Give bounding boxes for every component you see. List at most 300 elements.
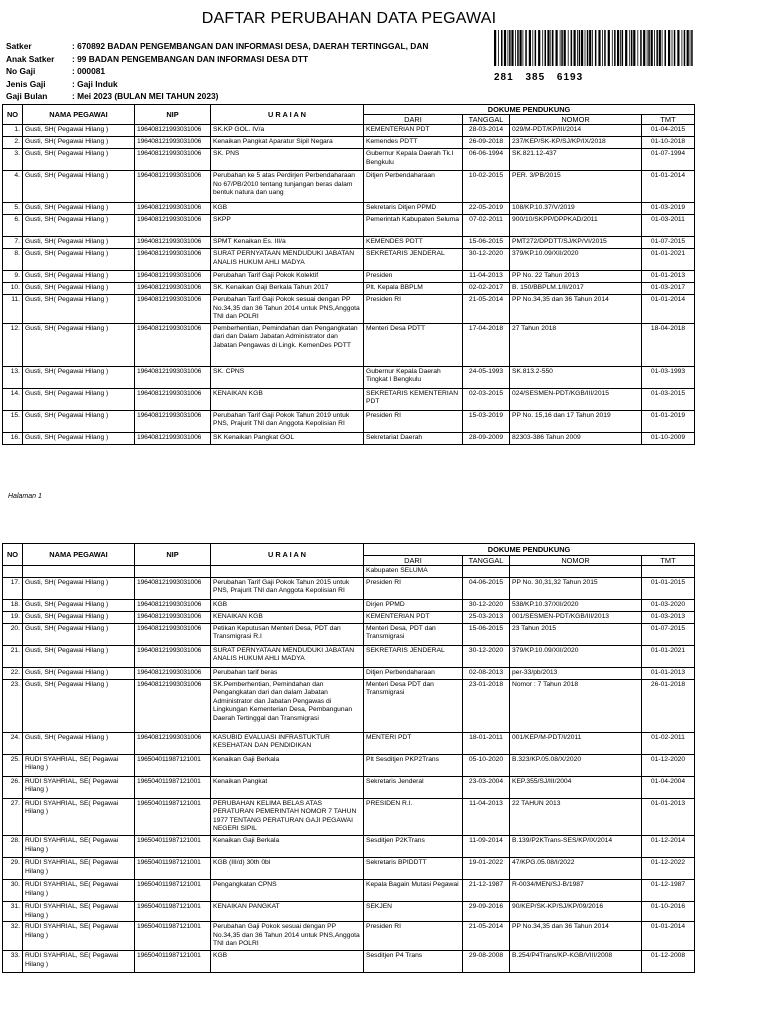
cell-nip: 196504011987121001 xyxy=(135,922,211,951)
barcode-bar xyxy=(556,30,558,66)
col-uraian: U R A I A N xyxy=(211,544,364,566)
cell-tmt: 01-12-2014 xyxy=(642,835,695,857)
table-row xyxy=(3,623,695,645)
col-nip: NIP xyxy=(135,544,211,566)
cell-uraian: KGB xyxy=(211,950,364,972)
cell-uraian: KENAIKAN KGB xyxy=(211,388,364,410)
cell-nomor: PP No. 30,31,32 Tahun 2015 xyxy=(510,577,642,599)
cell-uraian: SKPP xyxy=(211,215,364,237)
cell-nama: Gusti, SH( Pegawai Hilang ) xyxy=(23,577,135,599)
barcode-bar xyxy=(494,30,496,66)
cell-nomor: 900/10/SKPP/DPPKAD/2011 xyxy=(510,215,642,237)
cell-dari: Sekretariat Daerah xyxy=(364,432,463,444)
field-value: : Gaji Induk xyxy=(72,78,118,89)
col-nomor: NOMOR xyxy=(510,556,642,566)
barcode-bar xyxy=(647,30,648,66)
cell-nama: RUDI SYAHRIAL, SE( Pegawai Hilang ) xyxy=(23,835,135,857)
field-jenis-gaji xyxy=(6,78,428,91)
table-row xyxy=(3,125,695,137)
cell-dari: Sesditjen P4 Trans xyxy=(364,950,463,972)
barcode-bar xyxy=(633,30,635,66)
barcode-bar xyxy=(608,30,610,66)
barcode-bar xyxy=(674,30,676,66)
cell-no: 31. xyxy=(3,901,23,921)
cell-dari: Sekretaris Jenderal xyxy=(364,776,463,798)
cell-nomor: PP No. 15,16 dan 17 Tahun 2019 xyxy=(510,410,642,432)
cell-no: 1. xyxy=(3,125,23,137)
cell-tanggal: 11-04-2013 xyxy=(463,271,510,283)
cell-dari: Presiden RI xyxy=(364,922,463,951)
barcode-bar xyxy=(535,30,537,66)
cell-tanggal: 28-09-2009 xyxy=(463,432,510,444)
cell-tanggal: 11-04-2013 xyxy=(463,798,510,835)
cell-dari: SEKRETARIS JENDERAL xyxy=(364,645,463,667)
cell-dari: Sekretaris BPIDDTT xyxy=(364,857,463,879)
cell-no: 21. xyxy=(3,645,23,667)
cell-nomor: SK.813.2-550 xyxy=(510,366,642,388)
barcode-bar xyxy=(682,30,683,66)
cell-tmt: 01-01-2014 xyxy=(642,171,695,203)
table-row xyxy=(3,611,695,623)
cell-uraian: Perubahan ke 5 atas Perdirjen Perbendaharaan No 67/PB/2010 tentang tunjangan beras dalam bentuk natura dan uang xyxy=(211,171,364,203)
cell-nomor: 47/KPG.05.08/I/2022 xyxy=(510,857,642,879)
cell-tmt: 01-01-2015 xyxy=(642,577,695,599)
cell-nama: Gusti, SH( Pegawai Hilang ) xyxy=(23,667,135,679)
cell-tanggal: 30-12-2020 xyxy=(463,249,510,271)
cell-nomor: 538/KP.10.37/XII/2020 xyxy=(510,599,642,611)
cell-nip: 196408121993031006 xyxy=(135,611,211,623)
table-row xyxy=(3,879,695,901)
cell-tanggal: 04-06-2015 xyxy=(463,577,510,599)
cell-nip: 196408121993031006 xyxy=(135,125,211,137)
cell-nip: 196408121993031006 xyxy=(135,271,211,283)
cell-uraian: SK. PNS xyxy=(211,149,364,171)
cell-tanggal: 05-10-2020 xyxy=(463,754,510,776)
cell-dari: Presiden RI xyxy=(364,295,463,324)
cell-nip: 196504011987121001 xyxy=(135,754,211,776)
cell-tmt: 01-10-2016 xyxy=(642,901,695,921)
table-row xyxy=(3,410,695,432)
cell-nama: Gusti, SH( Pegawai Hilang ) xyxy=(23,203,135,215)
cell-uraian: SPMT Kenaikan Es. III/a xyxy=(211,237,364,249)
table-row xyxy=(3,645,695,667)
cell-tanggal: 21-05-2014 xyxy=(463,922,510,951)
cell-dari: Pemerintah Kabupaten Seluma xyxy=(364,215,463,237)
cell-uraian: KGB xyxy=(211,599,364,611)
field-value: : Mei 2023 (BULAN MEI TAHUN 2023) xyxy=(72,91,219,101)
cell-tanggal: 23-03-2004 xyxy=(463,776,510,798)
cell-dari: Presiden xyxy=(364,271,463,283)
barcode-bar xyxy=(508,30,509,66)
cell-no: 23. xyxy=(3,679,23,732)
cell-tanggal: 30-12-2020 xyxy=(463,599,510,611)
table-row xyxy=(3,922,695,951)
table-row xyxy=(3,271,695,283)
cell-no: 6. xyxy=(3,215,23,237)
cell-nip: 196408121993031006 xyxy=(135,249,211,271)
cell-dari: Kemendes PDTT xyxy=(364,137,463,149)
cell-nip: 196408121993031006 xyxy=(135,432,211,444)
cell-tanggal: 02-02-2017 xyxy=(463,283,510,295)
cell-uraian: SURAT PERNYATAAN MENDUDUKI JABATAN ANALIS HUKUM AHLI MADYA xyxy=(211,645,364,667)
table-row xyxy=(3,215,695,237)
barcode-bar xyxy=(598,30,600,66)
table-row xyxy=(3,137,695,149)
field-value: : 000081 xyxy=(72,66,106,76)
cell-uraian: SK.Pemberhentian, Pemindahan dan Pengangkatan dari dan dalam Jabatan Administrator dan Jabatan Pengawas di Lingkungan Kementerian Desa, Pembangunan Daerah Tertinggal dan Transmigrasi xyxy=(211,679,364,732)
cell-tanggal: 21-05-2014 xyxy=(463,295,510,324)
cell-no: 15. xyxy=(3,410,23,432)
cell-dari: SEKJEN xyxy=(364,901,463,921)
barcode-bar xyxy=(545,30,547,66)
table-row xyxy=(3,857,695,879)
cell-tmt: 01-12-2008 xyxy=(642,950,695,972)
cell-nomor: 108/KP.10.37/V/2019 xyxy=(510,203,642,215)
cell-tanggal: 19-01-2022 xyxy=(463,857,510,879)
cell-nip: 196504011987121001 xyxy=(135,950,211,972)
cell-nip: 196408121993031006 xyxy=(135,645,211,667)
cell-uraian: Kenaikan Gaji Berkala xyxy=(211,754,364,776)
cell-uraian: Perubahan Gaji Pokok sesuai dengan PP No.34,35 dan 36 Tahun 2014 untuk PNS,Anggota TNI dan POLRI xyxy=(211,922,364,951)
cell-dari: Gubernur Kepala Daerah Tk.I Bengkulu xyxy=(364,149,463,171)
cell-tmt: 26-01-2018 xyxy=(642,679,695,732)
cell-nip: 196408121993031006 xyxy=(135,237,211,249)
table-row xyxy=(3,171,695,203)
cell-no: 2. xyxy=(3,137,23,149)
cell-tanggal: 02-08-2013 xyxy=(463,667,510,679)
barcode-bar xyxy=(532,30,533,66)
barcode-bar xyxy=(625,30,627,66)
barcode-bar xyxy=(550,30,551,66)
table-row xyxy=(3,901,695,921)
cell-nomor: 001/KEP/M-PDT/I/2011 xyxy=(510,732,642,754)
cell-no: 24. xyxy=(3,732,23,754)
cell-nomor: SK.821.12-437 xyxy=(510,149,642,171)
barcode-bar xyxy=(684,30,686,66)
header-fields xyxy=(6,40,428,103)
barcode-bar xyxy=(585,30,586,66)
cell-tmt: 01-01-2019 xyxy=(642,410,695,432)
cell-no: 16. xyxy=(3,432,23,444)
table-row xyxy=(3,295,695,324)
cell-uraian: SK.KP GOL. IV/a xyxy=(211,125,364,137)
cell-nip: 196408121993031006 xyxy=(135,732,211,754)
barcode-image xyxy=(494,30,694,66)
barcode-bar xyxy=(637,30,638,66)
table-row xyxy=(3,835,695,857)
cell-uraian: KGB (III/d) 30th 0bl xyxy=(211,857,364,879)
cell-dari: Gubernur Kepala Daerah Tingkat I Bengkulu xyxy=(364,366,463,388)
cell-dari: Kepala Bagain Mutasi Pegawai xyxy=(364,879,463,901)
cell-uraian: Petikan Keputusan Menteri Desa, PDT dan Transmigrasi R.I xyxy=(211,623,364,645)
table-row xyxy=(3,732,695,754)
barcode-bar xyxy=(504,30,506,66)
table-body-page-1 xyxy=(3,125,695,445)
cell-nama: Gusti, SH( Pegawai Hilang ) xyxy=(23,171,135,203)
cell-nama: Gusti, SH( Pegawai Hilang ) xyxy=(23,432,135,444)
cell-tanggal: 15-06-2015 xyxy=(463,623,510,645)
cell-nip: 196408121993031006 xyxy=(135,623,211,645)
cell-no: 14. xyxy=(3,388,23,410)
cell-uraian: Perubahan Tarif Gaji Pokok Tahun 2019 untuk PNS, Prajurit TNI dan Anggota Kepolisian RI xyxy=(211,410,364,432)
cell-no: 28. xyxy=(3,835,23,857)
cell-nip: 196504011987121001 xyxy=(135,835,211,857)
cell-nama: Gusti, SH( Pegawai Hilang ) xyxy=(23,732,135,754)
cell-uraian: PERUBAHAN KELIMA BELAS ATAS PERATURAN PEMERINTAH NOMOR 7 TAHUN 1977 TENTANG PERATURAN GAJI PEGAWAI NEGERI SIPIL xyxy=(211,798,364,835)
cell-no: 18. xyxy=(3,599,23,611)
cell-nip: 196504011987121001 xyxy=(135,798,211,835)
cell-no: 19. xyxy=(3,611,23,623)
cell-nomor: PP No.34,35 dan 36 Tahun 2014 xyxy=(510,295,642,324)
barcode-bar xyxy=(668,30,670,66)
cell-nama: Gusti, SH( Pegawai Hilang ) xyxy=(23,410,135,432)
cell-uraian: Perubahan Tarif Gaji Pokok Kolektif xyxy=(211,271,364,283)
col-dari: DARI xyxy=(364,115,463,125)
data-table-page-2 xyxy=(2,543,695,973)
cell-tmt: 01-07-2015 xyxy=(642,623,695,645)
cell-dari: Menteri Desa, PDT dan Transmigrasi xyxy=(364,623,463,645)
col-nomor: NOMOR xyxy=(510,115,642,125)
barcode-bar xyxy=(587,30,589,66)
cell-nama: RUDI SYAHRIAL, SE( Pegawai Hilang ) xyxy=(23,922,135,951)
cell-nomor: Nomor : 7 Tahun 2018 xyxy=(510,679,642,732)
cell-no: 10. xyxy=(3,283,23,295)
cell-nomor: 23 Tahun 2015 xyxy=(510,623,642,645)
cell-tanggal: 17-04-2018 xyxy=(463,323,510,366)
cell-dari: KEMENDES PDTT xyxy=(364,237,463,249)
cell-tanggal: 15-06-2015 xyxy=(463,237,510,249)
cell-tanggal: 29-09-2016 xyxy=(463,901,510,921)
table-row xyxy=(3,203,695,215)
barcode-bar xyxy=(561,30,563,66)
cell-no: 5. xyxy=(3,203,23,215)
table-row xyxy=(3,798,695,835)
cell-dari: Menteri Desa PDTT xyxy=(364,323,463,366)
cell-tmt: 01-03-1993 xyxy=(642,366,695,388)
cell-tanggal: 26-09-2018 xyxy=(463,137,510,149)
barcode-bar xyxy=(654,30,655,66)
cell-nama: Gusti, SH( Pegawai Hilang ) xyxy=(23,679,135,732)
document-title: DAFTAR PERUBAHAN DATA PEGAWAI xyxy=(201,10,497,27)
cell-tmt: 01-12-1987 xyxy=(642,879,695,901)
cell-tmt: 01-12-2022 xyxy=(642,857,695,879)
cell-nomor: B. 150/BBPLM.1/II/2017 xyxy=(510,283,642,295)
cell-no: 30. xyxy=(3,879,23,901)
cell-tmt: 01-03-2015 xyxy=(642,388,695,410)
cell-no: 27. xyxy=(3,798,23,835)
cell-dari: KEMENTERIAN PDT xyxy=(364,125,463,137)
cell-nama: Gusti, SH( Pegawai Hilang ) xyxy=(23,149,135,171)
cell-tmt: 01-01-2013 xyxy=(642,271,695,283)
table-row xyxy=(3,599,695,611)
cell-nama: Gusti, SH( Pegawai Hilang ) xyxy=(23,366,135,388)
cell-nip: 196408121993031006 xyxy=(135,137,211,149)
barcode-bar xyxy=(501,30,503,66)
field-anak-satker xyxy=(6,53,428,66)
cell-dari: Presiden RI xyxy=(364,577,463,599)
cell-uraian: Pengangkatan CPNS xyxy=(211,879,364,901)
barcode-bar xyxy=(651,30,653,66)
cell-uraian: Kenaikan Gaji Berkala xyxy=(211,835,364,857)
cell-uraian: Perubahan tarif beras xyxy=(211,667,364,679)
cell-tanggal: 29-08-2008 xyxy=(463,950,510,972)
col-no: NO xyxy=(3,105,23,125)
barcode-bar xyxy=(612,30,613,66)
cell-uraian: Perubahan Tarif Gaji Pokok Tahun 2015 untuk PNS, Prajurit TNI dan Anggota Kepolisian RI xyxy=(211,577,364,599)
cell-no: 26. xyxy=(3,776,23,798)
cell-nomor: KEP.355/SJ/III/2004 xyxy=(510,776,642,798)
cell-dari: MENTERI PDT xyxy=(364,732,463,754)
barcode-bar xyxy=(547,30,549,66)
cell-tmt: 01-07-1994 xyxy=(642,149,695,171)
table-row xyxy=(3,950,695,972)
cell-nomor: 237/KEP/SK-KP/SJ/KP/IX/2018 xyxy=(510,137,642,149)
cell-tmt: 01-10-2018 xyxy=(642,137,695,149)
barcode-bar xyxy=(617,30,619,66)
cell-tanggal: 15-03-2019 xyxy=(463,410,510,432)
cell-dari: Ditjen Perbendaharaan xyxy=(364,667,463,679)
field-satker xyxy=(6,40,428,53)
page-number: Halaman 1 xyxy=(8,493,42,500)
cell-nip: 196408121993031006 xyxy=(135,283,211,295)
barcode-bar xyxy=(622,30,624,66)
cell-nama: Gusti, SH( Pegawai Hilang ) xyxy=(23,599,135,611)
cell-tmt: 18-04-2018 xyxy=(642,323,695,366)
col-dari: DARI xyxy=(364,556,463,566)
cell-no: 13. xyxy=(3,366,23,388)
cell-no: 25. xyxy=(3,754,23,776)
cell-nip: 196408121993031006 xyxy=(135,203,211,215)
cell-nama: Gusti, SH( Pegawai Hilang ) xyxy=(23,271,135,283)
barcode-bar xyxy=(529,30,531,66)
cell-nama: Gusti, SH( Pegawai Hilang ) xyxy=(23,249,135,271)
cell-nomor: per-33/pb/2013 xyxy=(510,667,642,679)
barcode-bar xyxy=(579,30,581,66)
cell-nomor: PP No.34,35 dan 36 Tahun 2014 xyxy=(510,922,642,951)
barcode-bar xyxy=(665,30,667,66)
cell-nip: 196408121993031006 xyxy=(135,577,211,599)
cell-no: 17. xyxy=(3,577,23,599)
barcode-bar xyxy=(677,30,679,66)
field-value: : 99 BADAN PENGEMBANGAN DAN INFORMASI DESA DTT xyxy=(72,53,309,64)
table-row xyxy=(3,577,695,599)
table-row xyxy=(3,754,695,776)
cell-dari: PRESIDEN R.I. xyxy=(364,798,463,835)
cell-tanggal: 07-02-2011 xyxy=(463,215,510,237)
cell-tmt: 01-10-2009 xyxy=(642,432,695,444)
cell-nomor: 001/SESMEN-PDT/KGB/III/2013 xyxy=(510,611,642,623)
col-group-dokumen: DOKUME PENDUKUNG xyxy=(364,544,695,556)
field-gaji-bulan xyxy=(6,90,428,103)
cell-dari: Dirjen PPMD xyxy=(364,599,463,611)
cell-nama: RUDI SYAHRIAL, SE( Pegawai Hilang ) xyxy=(23,857,135,879)
cell-tanggal: 18-01-2011 xyxy=(463,732,510,754)
barcode-bar xyxy=(589,30,591,66)
cell-nomor: 379/KP.10.09/XII/2020 xyxy=(510,249,642,271)
barcode-bar xyxy=(520,30,522,66)
cell-nomor: B.323/KP.05.08/X/2020 xyxy=(510,754,642,776)
cell-nomor: 379/KP.10.09/XII/2020 xyxy=(510,645,642,667)
cell-uraian: KGB xyxy=(211,203,364,215)
field-label: Anak Satker xyxy=(6,53,55,64)
field-label: Gaji Bulan xyxy=(6,91,48,101)
cell-tmt: 01-01-2013 xyxy=(642,667,695,679)
cell-nama: Gusti, SH( Pegawai Hilang ) xyxy=(23,283,135,295)
col-nama: NAMA PEGAWAI xyxy=(23,544,135,566)
cell-tmt: 01-04-2004 xyxy=(642,776,695,798)
col-tmt: TMT xyxy=(642,556,695,566)
table-row xyxy=(3,283,695,295)
table-row xyxy=(3,776,695,798)
cell-uraian: SK Kenaikan Pangkat GOL xyxy=(211,432,364,444)
cell-tmt: 01-01-2013 xyxy=(642,798,695,835)
barcode-bar xyxy=(604,30,606,66)
cell-nama: RUDI SYAHRIAL, SE( Pegawai Hilang ) xyxy=(23,901,135,921)
field-label: Satker xyxy=(6,41,32,51)
cell-nip: 196408121993031006 xyxy=(135,366,211,388)
cell-uraian: Kenaikan Pangkat xyxy=(211,776,364,798)
cell-no: 22. xyxy=(3,667,23,679)
cell-nama: RUDI SYAHRIAL, SE( Pegawai Hilang ) xyxy=(23,776,135,798)
barcode-bar xyxy=(574,30,576,66)
cell-nomor: R-0034/MEN/SJ-B/1987 xyxy=(510,879,642,901)
cell-no: 7. xyxy=(3,237,23,249)
barcode-bar xyxy=(687,30,689,66)
barcode-bar xyxy=(640,30,642,66)
col-uraian: U R A I A N xyxy=(211,105,364,125)
cell-no: 11. xyxy=(3,295,23,324)
cell-nama: Gusti, SH( Pegawai Hilang ) xyxy=(23,137,135,149)
col-nip: NIP xyxy=(135,105,211,125)
cell-tmt: 01-02-2011 xyxy=(642,732,695,754)
table-row xyxy=(3,388,695,410)
table-body-page-2 xyxy=(3,566,695,973)
barcode-bar xyxy=(631,30,633,66)
cell-uraian: KENAIKAN KGB xyxy=(211,611,364,623)
barcode-bar xyxy=(656,30,658,66)
cell-nama: Gusti, SH( Pegawai Hilang ) xyxy=(23,323,135,366)
cell-tmt: 01-03-2013 xyxy=(642,611,695,623)
col-nama: NAMA PEGAWAI xyxy=(23,105,135,125)
cell-tmt: 01-01-2014 xyxy=(642,295,695,324)
barcode-bar xyxy=(511,30,513,66)
cell-tmt: 01-01-2021 xyxy=(642,645,695,667)
cell-uraian: SURAT PERNYATAAN MENDUDUKI JABATAN ANALIS HUKUM AHLI MADYA xyxy=(211,249,364,271)
cell-dari: Presiden RI xyxy=(364,410,463,432)
table-row xyxy=(3,149,695,171)
cell-uraian: KASUBID EVALUASI INFRASTUKTUR KESEHATAN DAN PENDIDIKAN xyxy=(211,732,364,754)
cell-dari: Sesditjen P2KTrans xyxy=(364,835,463,857)
barcode-bar xyxy=(629,30,630,66)
cell-tanggal: 23-01-2018 xyxy=(463,679,510,732)
cell-tmt: 01-03-2017 xyxy=(642,283,695,295)
barcode-bar xyxy=(614,30,616,66)
cell-tmt: 01-01-2021 xyxy=(642,249,695,271)
cell-tmt: 01-03-2020 xyxy=(642,599,695,611)
barcode-bar xyxy=(568,30,569,66)
cell-nomor: 90/KEP/SK-KP/SJ/KP/09/2016 xyxy=(510,901,642,921)
table-row xyxy=(3,679,695,732)
table-row xyxy=(3,667,695,679)
cell-tmt: 01-07-2015 xyxy=(642,237,695,249)
cell-no: 29. xyxy=(3,857,23,879)
cell-nama: Gusti, SH( Pegawai Hilang ) xyxy=(23,237,135,249)
barcode-bar xyxy=(672,30,673,66)
cell-uraian: SK. CPNS xyxy=(211,366,364,388)
cell-nip: 196504011987121001 xyxy=(135,901,211,921)
table-row xyxy=(3,323,695,366)
cell-nip: 196408121993031006 xyxy=(135,599,211,611)
